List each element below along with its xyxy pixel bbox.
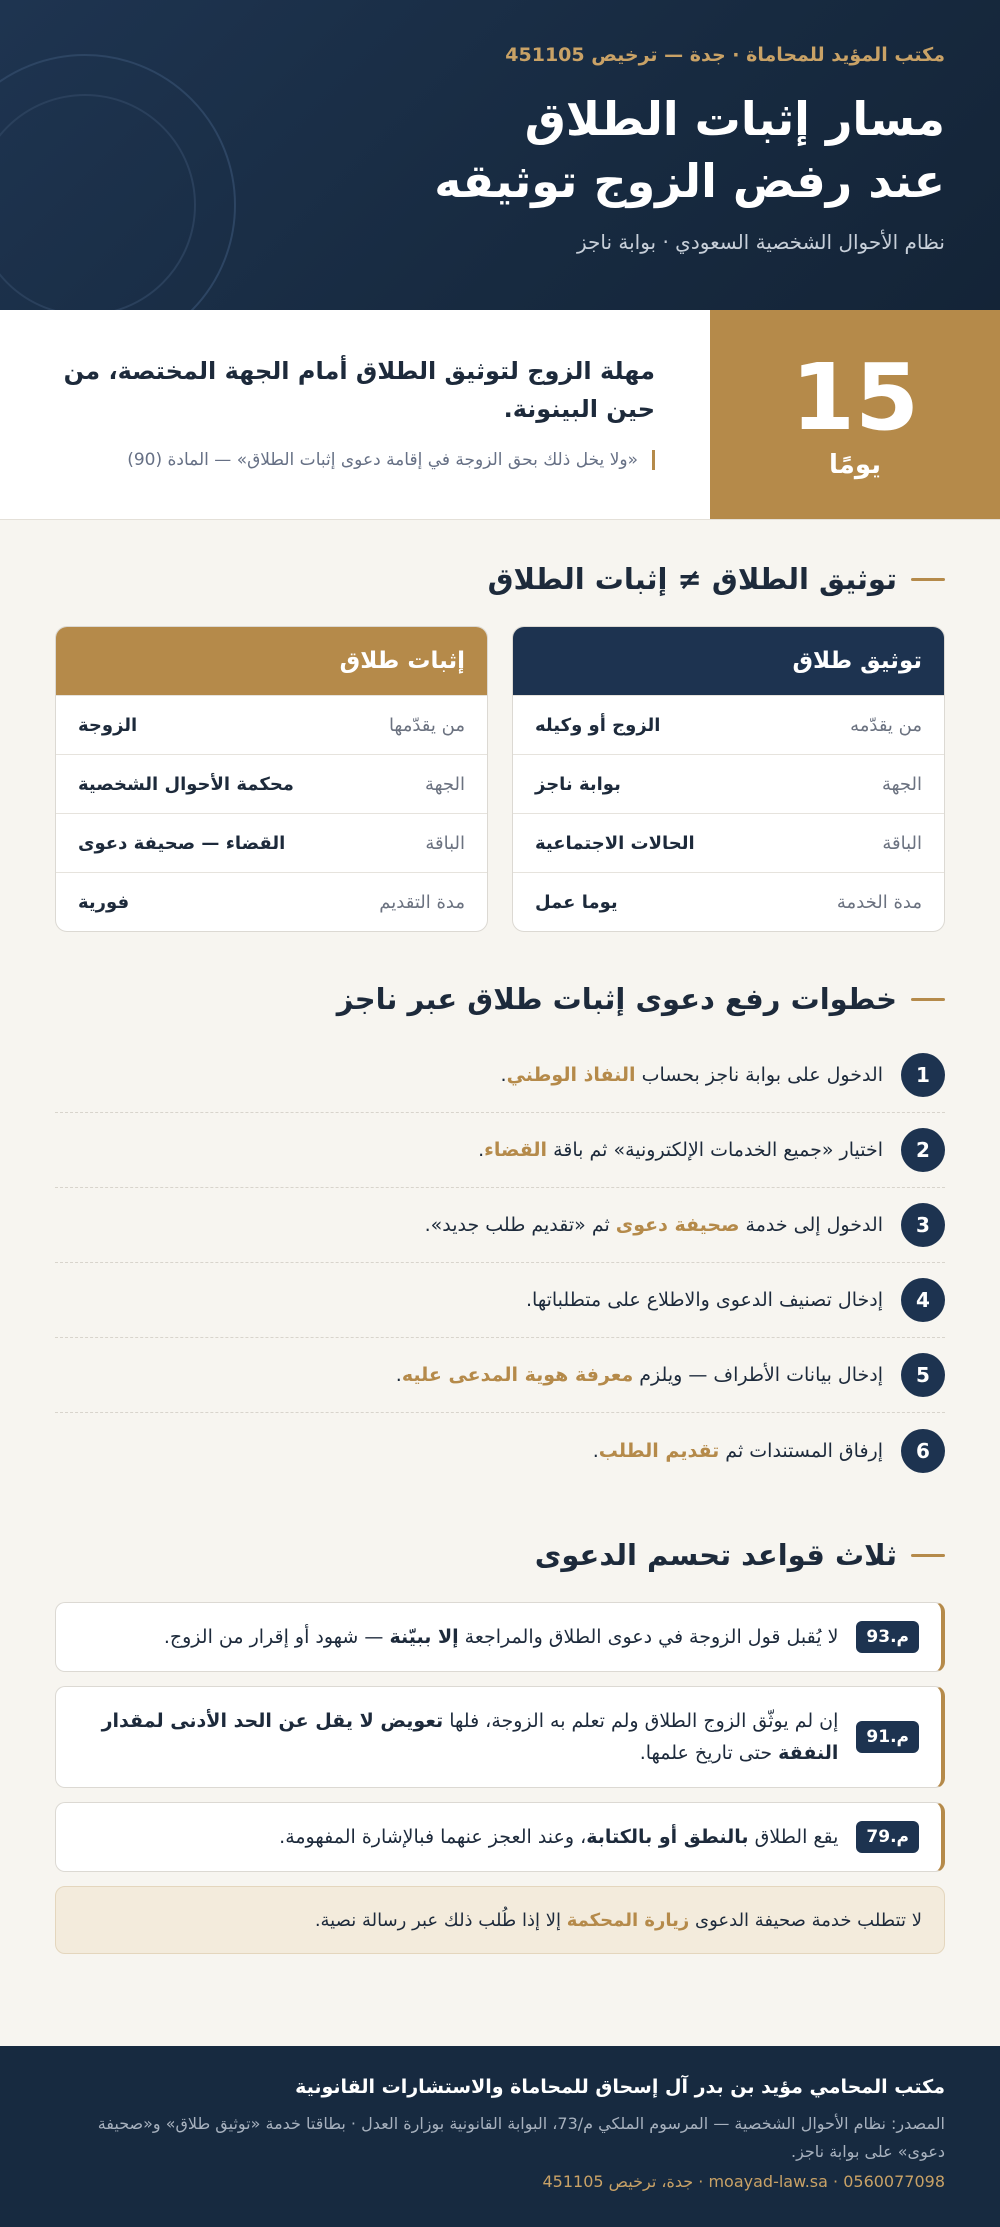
deadline-quote: «ولا يخل ذلك بحق الزوجة في إقامة دعوى إثبات الطلاق» — المادة (90) <box>46 450 655 470</box>
court-visit-note <box>55 1886 945 1954</box>
row-key: الباقة <box>425 832 465 854</box>
step-number: 4 <box>901 1278 945 1322</box>
decorative-circles <box>0 40 250 310</box>
article-tag: م.91 <box>856 1721 919 1753</box>
steps-list <box>0 1038 1000 1488</box>
row-value: الحالات الاجتماعية <box>535 832 695 854</box>
step-text-part: الدخول على بوابة ناجز بحساب <box>635 1064 883 1086</box>
step-text-part: إرفاق المستندات ثم <box>719 1439 883 1462</box>
note-text-part: لا تتطلب خدمة صحيفة الدعوى <box>689 1909 922 1931</box>
compare-section-title <box>0 562 1000 596</box>
step-text-part: إدخال تصنيف الدعوى والاطلاع على متطلباتها. <box>526 1289 883 1311</box>
deadline-number: 15 <box>790 343 920 451</box>
step-number: 2 <box>901 1128 945 1172</box>
row-value: يوما عمل <box>535 891 618 913</box>
rule-bold: إلا ببيّنة <box>389 1626 459 1648</box>
card-row <box>513 754 944 813</box>
footer-source: المصدر: نظام الأحوال الشخصية — المرسوم الملكي م/73، البوابة القانونية بوزارة العدل · بطاقتا خدمة «توثيق طلاق» و«صحيفة دعوى» على بوابة ناجز. <box>97 2114 945 2161</box>
step-number: 1 <box>901 1053 945 1097</box>
steps-title-text: خطوات رفع دعوى إثبات طلاق عبر ناجز <box>336 982 897 1016</box>
step-text <box>396 1364 883 1386</box>
deadline-number-box <box>710 310 1000 519</box>
step-text-part: . <box>478 1139 485 1161</box>
card-row <box>56 813 487 872</box>
rule-text <box>78 1705 838 1769</box>
card-row <box>56 695 487 754</box>
row-value: محكمة الأحوال الشخصية <box>78 773 294 795</box>
title-accent-dash <box>911 998 945 1001</box>
rule-text-part: — شهود أو إقرار من الزوج. <box>163 1626 390 1648</box>
step-highlight: القضاء <box>484 1139 548 1161</box>
step-text-part: إدخال بيانات الأطراف — ويلزم <box>633 1364 883 1386</box>
rule-bold: بالنطق أو بالكتابة <box>586 1826 749 1848</box>
row-value: بوابة ناجز <box>535 773 621 795</box>
rule-bold: تعويض لا يقل عن الحد الأدنى لمقدار النفقة <box>101 1710 839 1764</box>
card-documentation-title: توثيق طلاق <box>513 627 944 695</box>
rules-section-title <box>0 1538 1000 1572</box>
step-text <box>501 1064 883 1086</box>
step-text <box>526 1289 883 1311</box>
row-key: مدة الخدمة <box>836 891 922 913</box>
step-item <box>55 1113 945 1188</box>
title-line-1: مسار إثبات الطلاق <box>524 92 945 146</box>
hero-header <box>0 0 1000 310</box>
compare-title-text: توثيق الطلاق ≠ إثبات الطلاق <box>487 562 897 596</box>
rule-text-part: حتى تاريخ علمها. <box>639 1742 779 1764</box>
footer-contact: 0560077098 · moayad-law.sa · جدة، ترخيص 451105 <box>542 2172 945 2191</box>
note-highlight: زيارة المحكمة <box>566 1909 690 1931</box>
note-text <box>315 1910 922 1931</box>
step-text-part: اختيار «جميع الخدمات الإلكترونية» ثم باقة <box>547 1139 883 1161</box>
rule-text-part: إن لم يوثّق الزوج الطلاق ولم تعلم به الزوجة، فلها <box>443 1710 839 1732</box>
rules-list <box>0 1602 1000 1872</box>
compare-cards <box>0 626 1000 932</box>
step-item <box>55 1188 945 1263</box>
deadline-unit: يومًا <box>829 449 881 480</box>
step-number: 5 <box>901 1353 945 1397</box>
rule-text-part: لا يُقبل قول الزوجة في دعوى الطلاق والمراجعة <box>458 1626 839 1648</box>
row-value: فورية <box>78 891 130 913</box>
title-accent-dash <box>911 578 945 581</box>
footer-office-name: مكتب المحامي مؤيد بن بدر آل إسحاق للمحاماة والاستشارات القانونية <box>295 2076 945 2098</box>
deadline-text-block <box>0 310 710 519</box>
step-text-part: ثم «تقديم طلب جديد». <box>424 1214 616 1236</box>
note-text-part: إلا إذا طُلب ذلك عبر رسالة نصية. <box>314 1909 567 1931</box>
row-key: من يقدّمه <box>850 714 922 736</box>
row-key: من يقدّمها <box>388 714 465 736</box>
deadline-band <box>0 310 1000 520</box>
rules-title-text: ثلاث قواعد تحسم الدعوى <box>534 1538 897 1572</box>
rule-card <box>55 1802 945 1872</box>
article-tag: م.93 <box>856 1621 919 1653</box>
row-key: الباقة <box>882 832 922 854</box>
row-key: الجهة <box>424 773 465 795</box>
card-proof-title: إثبات طلاق <box>56 627 487 695</box>
article-tag: م.79 <box>856 1821 919 1853</box>
row-value: الزوجة <box>78 714 138 736</box>
step-text-part: . <box>592 1439 599 1462</box>
rule-text <box>164 1621 839 1653</box>
step-text <box>425 1214 883 1236</box>
step-text <box>478 1139 883 1161</box>
step-text <box>593 1440 883 1462</box>
step-text-part: الدخول إلى خدمة <box>739 1214 883 1236</box>
row-value: الزوج أو وكيله <box>535 714 661 736</box>
title-line-2: عند رفض الزوج توثيقه <box>434 154 945 208</box>
card-documentation <box>512 626 945 932</box>
step-item <box>55 1338 945 1413</box>
page-subtitle: نظام الأحوال الشخصية السعودي · بوابة ناجز <box>576 230 945 254</box>
rule-text-part: يقع الطلاق <box>748 1826 839 1848</box>
rule-card <box>55 1602 945 1672</box>
card-row <box>513 872 944 931</box>
deadline-main-text: مهلة الزوج لتوثيق الطلاق أمام الجهة المختصة، من حين البينونة. <box>63 357 655 423</box>
office-line: مكتب المؤيد للمحاماة · جدة — ترخيص 451105 <box>505 44 945 66</box>
rule-text-part: ، وعند العجز عنهما فبالإشارة المفهومة. <box>279 1826 587 1848</box>
row-value: القضاء — صحيفة دعوى <box>78 832 286 854</box>
title-accent-dash <box>911 1554 945 1557</box>
step-item <box>55 1038 945 1113</box>
row-key: مدة التقديم <box>379 891 465 913</box>
rule-card <box>55 1686 945 1788</box>
steps-section-title <box>0 982 1000 1016</box>
step-item <box>55 1413 945 1488</box>
page-footer <box>0 2046 1000 2227</box>
step-text-part: . <box>500 1064 507 1086</box>
step-highlight: صحيفة دعوى <box>615 1214 740 1236</box>
step-item <box>55 1263 945 1338</box>
step-text-part: . <box>395 1364 402 1386</box>
card-proof <box>55 626 488 932</box>
card-row <box>56 754 487 813</box>
rule-text <box>279 1821 838 1853</box>
step-number: 3 <box>901 1203 945 1247</box>
card-row <box>513 695 944 754</box>
row-key: الجهة <box>881 773 922 795</box>
step-highlight: النفاذ الوطني <box>506 1064 636 1086</box>
step-number: 6 <box>901 1429 945 1473</box>
card-row <box>513 813 944 872</box>
step-highlight: معرفة هوية المدعى عليه <box>401 1364 634 1386</box>
step-highlight: تقديم الطلب <box>598 1439 720 1462</box>
card-row <box>56 872 487 931</box>
